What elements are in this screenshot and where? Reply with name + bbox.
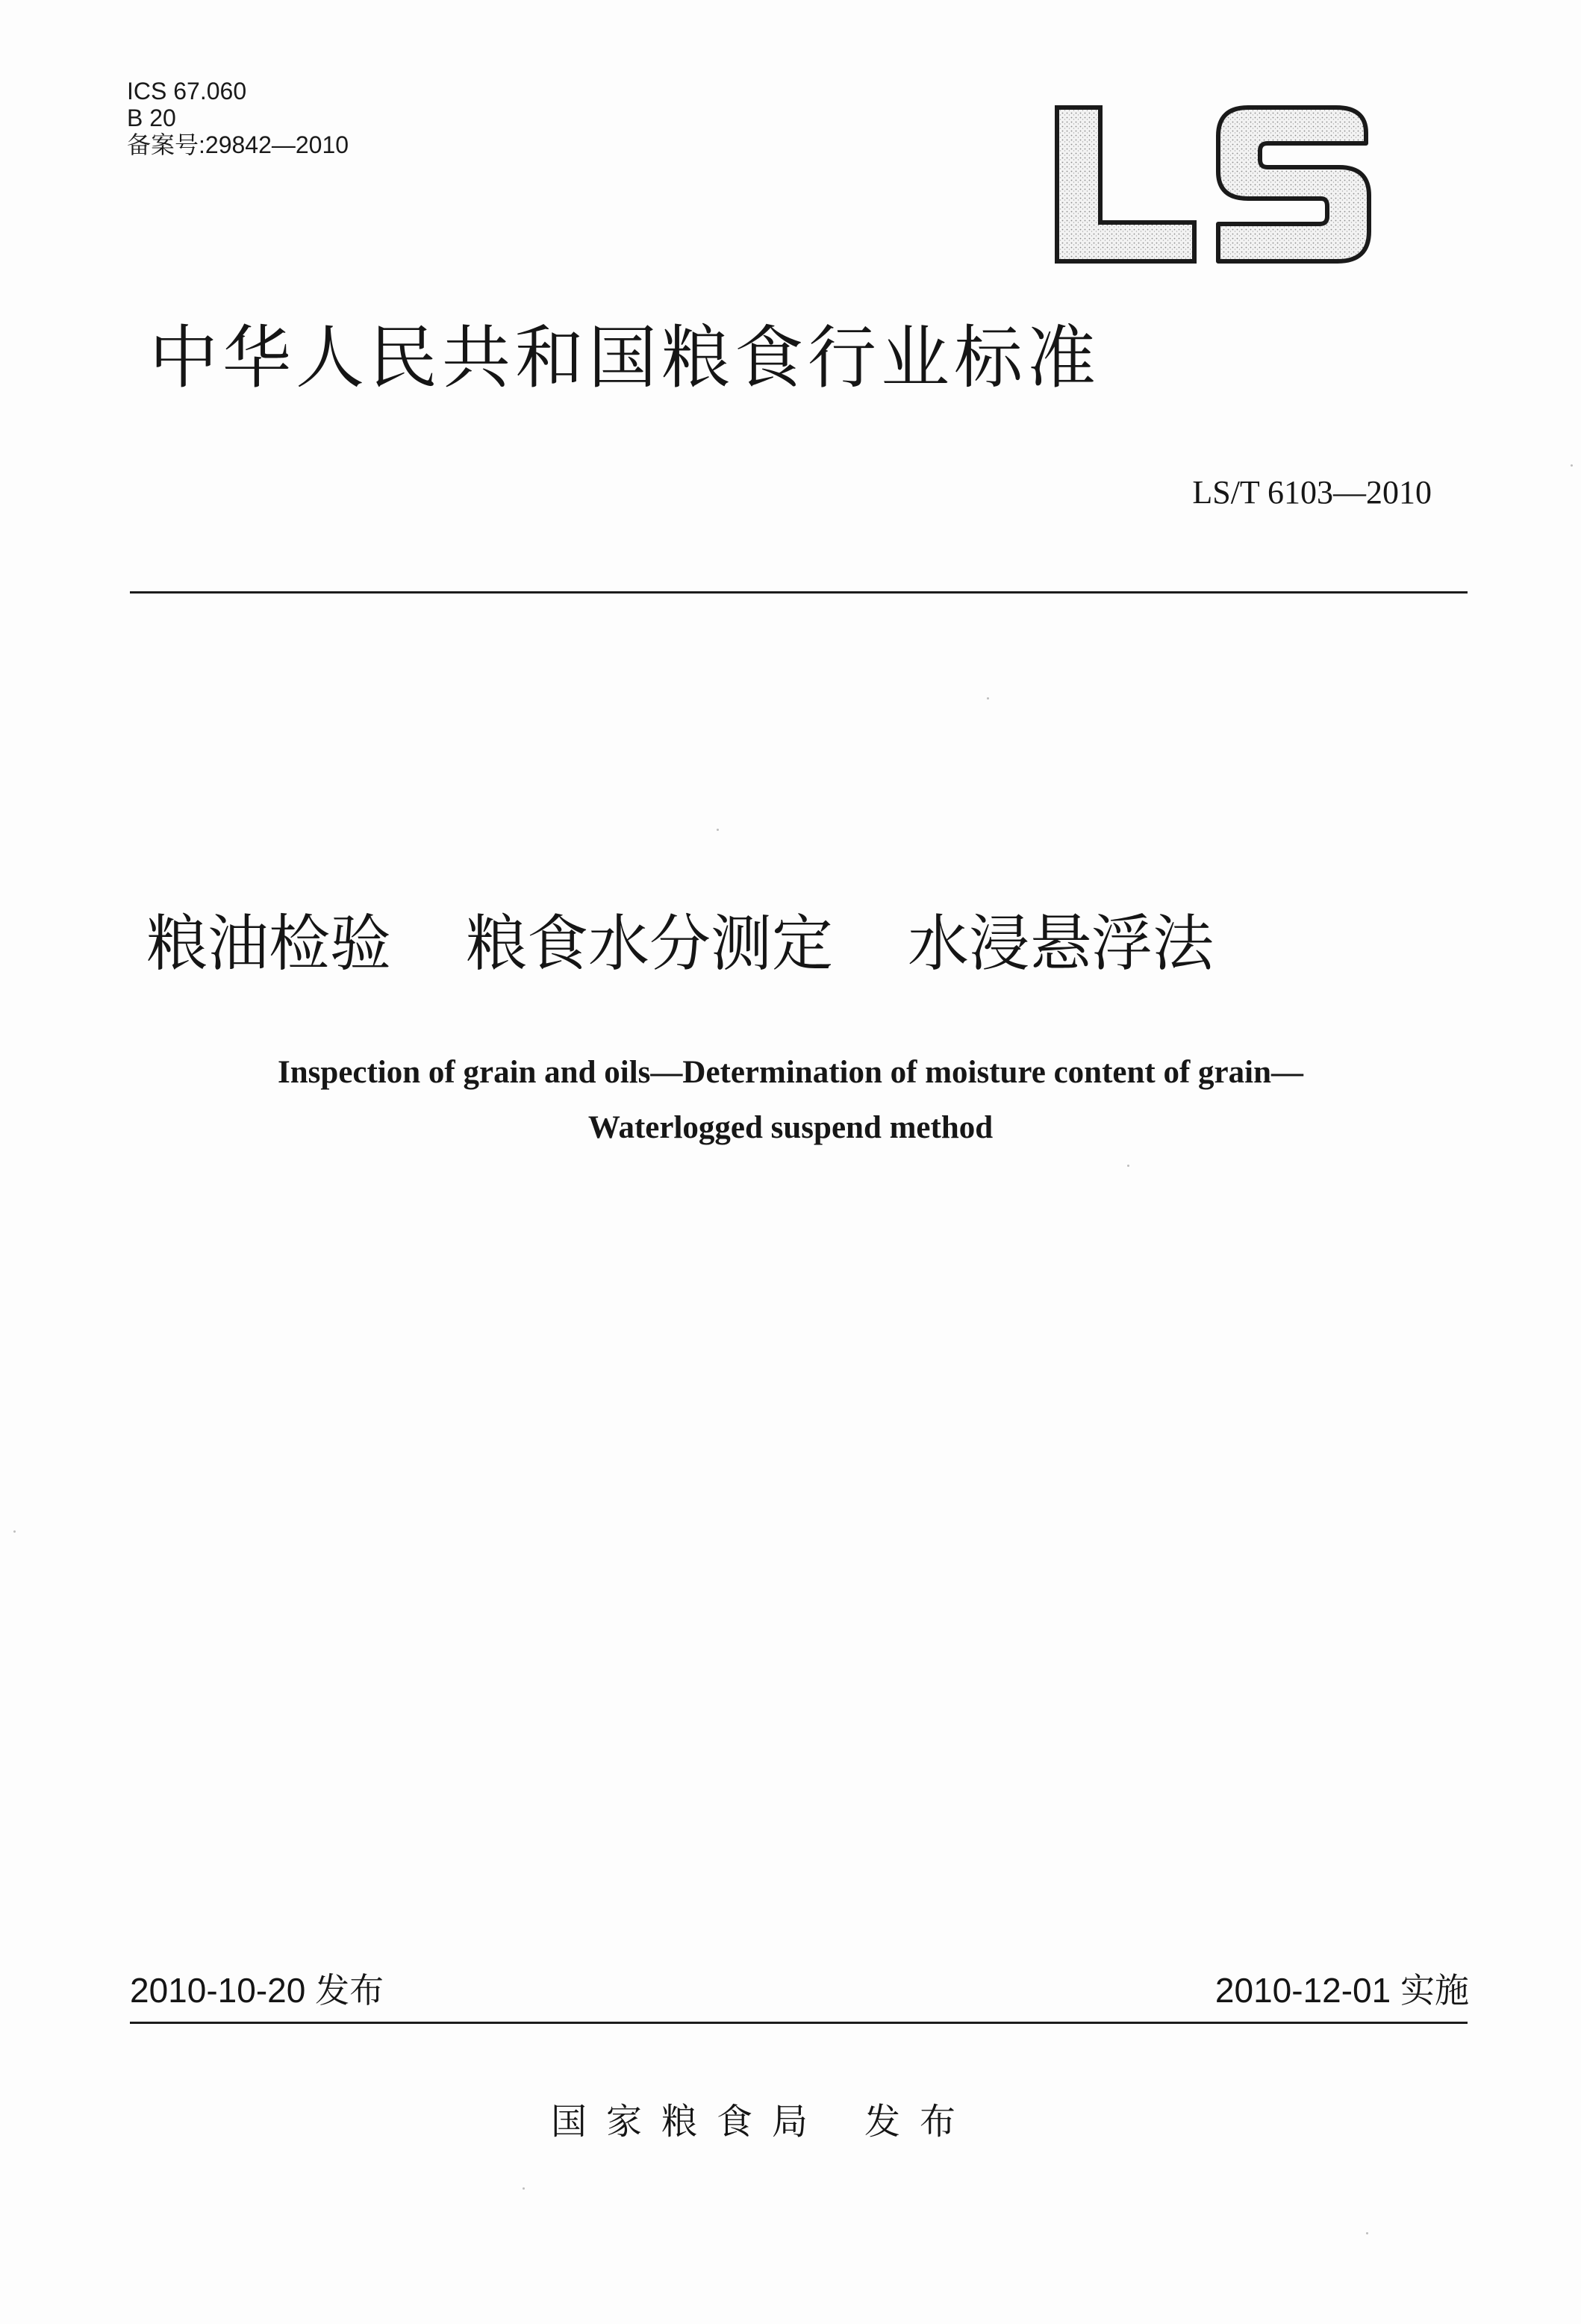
scan-speck [1571,464,1573,467]
header-divider [130,591,1468,594]
english-title [90,1045,1491,1156]
scan-speck [13,1530,16,1533]
title-part-1: 粮油检验 [146,909,392,979]
ccs-code: B 20 [127,105,176,131]
scan-speck [1366,2232,1368,2234]
ics-code: ICS 67.060 [127,78,247,105]
publisher-name: 国家粮食局 [551,2101,828,2143]
title-part-3: 水浸悬浮法 [908,909,1214,979]
title-part-2: 粮食水分测定 [466,909,834,979]
scan-speck [1127,1165,1129,1167]
scan-speck [523,2187,525,2190]
chinese-title [146,903,1475,985]
ls-logo [1053,103,1381,267]
filing-number: 备案号:29842—2010 [127,131,349,158]
english-title-line-1: Inspection of grain and oils—Determination of moisture content of grain— [278,1055,1303,1090]
logo-letter-s [1218,108,1369,261]
issue-date: 2010-10-20 发布 [130,1971,384,2010]
footer-divider [130,2022,1468,2024]
english-title-line-2: Waterlogged suspend method [587,1110,994,1145]
national-standard-title: 中华人民共和国粮食行业标准 [149,318,1101,398]
implementation-date: 2010-12-01 实施 [1214,1971,1469,2010]
scan-speck [987,697,989,700]
publisher-line [551,2099,975,2144]
publisher-action: 发布 [864,2101,976,2143]
standard-number: LS/T 6103—2010 [1192,474,1432,511]
logo-letter-l [1057,108,1194,261]
classification-codes [127,78,349,158]
scan-speck [717,829,719,831]
